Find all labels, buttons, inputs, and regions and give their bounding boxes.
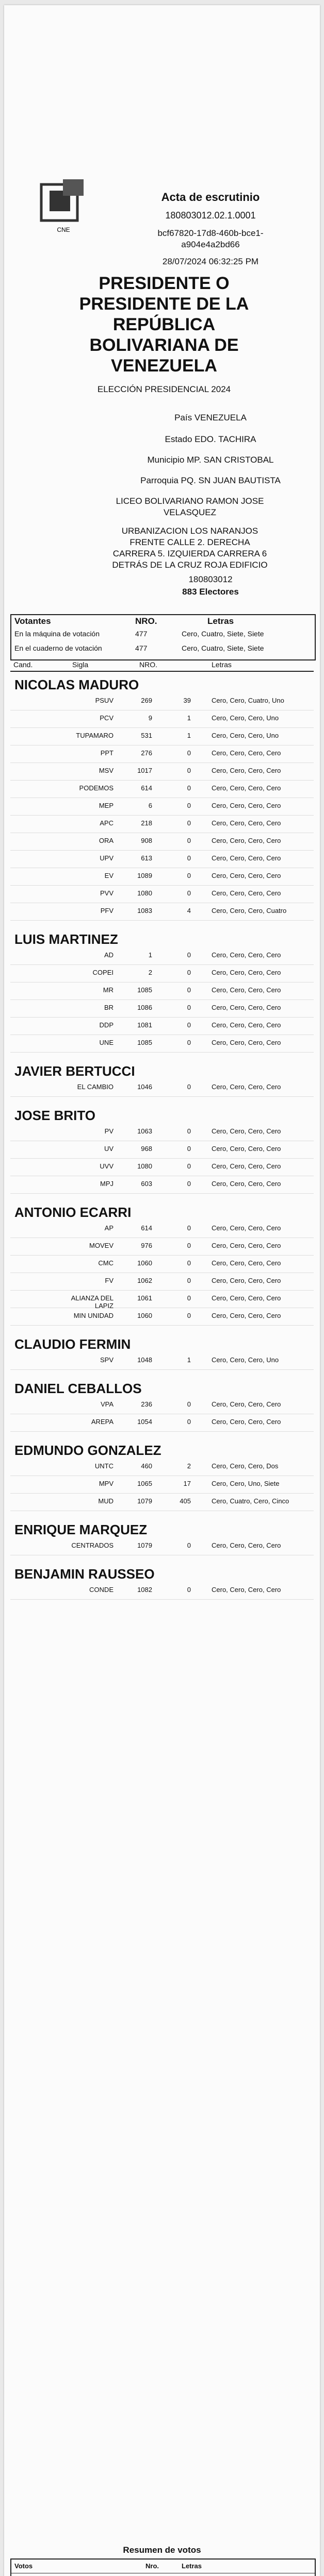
- party-number: 276: [141, 749, 152, 757]
- party-number: 460: [141, 1462, 152, 1470]
- party-letters: Cero, Cero, Cero, Cero: [212, 1277, 281, 1284]
- voters-row-letters: Cero, Cuatro, Siete, Siete: [182, 630, 264, 638]
- summary-label: Votos: [14, 2562, 33, 2570]
- center-line: LICEO BOLIVARIANO RAMON JOSE: [116, 496, 264, 506]
- party-number: 614: [141, 1224, 152, 1232]
- party-votes: 0: [187, 1400, 191, 1408]
- party-sigla: TUPAMARO: [76, 732, 114, 739]
- voting-center: [82, 496, 298, 518]
- party-row: [10, 1294, 314, 1308]
- party-sigla: PCV: [100, 714, 114, 722]
- party-sigla: UV: [104, 1145, 114, 1153]
- party-sigla: MR: [103, 986, 114, 994]
- party-votes: 0: [187, 1127, 191, 1135]
- candidate-name: DANIEL CEBALLOS: [14, 1381, 142, 1396]
- acta-hash: [133, 228, 288, 250]
- party-number: 1082: [137, 1586, 152, 1594]
- party-number: 1048: [137, 1356, 152, 1364]
- candidate-name: ENRIQUE MARQUEZ: [14, 1522, 148, 1537]
- acta-paper: [4, 5, 320, 2576]
- party-letters: Cero, Cero, Cero, Cero: [212, 802, 281, 809]
- party-number: 1079: [137, 1497, 152, 1505]
- title-line: PRESIDENTE O: [99, 274, 230, 293]
- party-row: [10, 1541, 314, 1555]
- party-letters: Cero, Cero, Cero, Cero: [212, 1039, 281, 1046]
- voters-row-letters: Cero, Cuatro, Siete, Siete: [182, 644, 264, 652]
- party-number: 269: [141, 697, 152, 704]
- party-votes: 0: [187, 951, 191, 959]
- party-letters: Cero, Cero, Cero, Cero: [212, 986, 281, 994]
- party-sigla: EL CAMBIO: [77, 1083, 114, 1091]
- party-votes: 1: [187, 714, 191, 722]
- acta-hash-line: bcf67820-17d8-460b-bce1-: [157, 228, 264, 238]
- party-row: [10, 1039, 314, 1053]
- party-row: [10, 749, 314, 763]
- party-row: [10, 837, 314, 851]
- party-votes: 0: [187, 1277, 191, 1284]
- parish: Parroquia PQ. SN JUAN BAUTISTA: [140, 476, 281, 485]
- party-sigla: EV: [104, 872, 114, 879]
- party-letters: Cero, Cero, Cero, Cero: [212, 819, 281, 827]
- party-row: [10, 1356, 314, 1370]
- party-sigla: UPV: [100, 854, 114, 862]
- party-number: 968: [141, 1145, 152, 1153]
- title-line: VENEZUELA: [111, 356, 217, 376]
- party-sigla: PODEMOS: [79, 784, 114, 792]
- party-sigla: PPT: [100, 749, 114, 757]
- party-votes: 0: [187, 1224, 191, 1232]
- party-sigla: MUD: [98, 1497, 114, 1505]
- party-number: 1060: [137, 1259, 152, 1267]
- party-sigla: PSUV: [95, 697, 114, 704]
- party-letters: Cero, Cero, Cero, Cero: [212, 854, 281, 862]
- party-row: [10, 1418, 314, 1432]
- voters-row-number: 477: [135, 644, 148, 652]
- party-sigla: CONDE: [89, 1586, 114, 1594]
- party-letters: Cero, Cero, Cero, Cero: [212, 1259, 281, 1267]
- acta-title: Acta de escrutinio: [161, 191, 260, 204]
- party-votes: 1: [187, 732, 191, 739]
- party-letters: Cero, Cero, Cero, Cero: [212, 1586, 281, 1594]
- party-letters: Cero, Cero, Cuatro, Uno: [212, 697, 284, 704]
- party-votes: 17: [183, 1480, 191, 1487]
- party-row: [10, 907, 314, 921]
- party-row: [10, 872, 314, 886]
- party-row: [10, 1127, 314, 1141]
- party-number: 1085: [137, 1039, 152, 1046]
- main-title: [25, 273, 303, 376]
- party-number: 1080: [137, 889, 152, 897]
- party-number: 9: [148, 714, 152, 722]
- party-row: [10, 854, 314, 868]
- svg-text:CNE: CNE: [57, 226, 70, 233]
- party-row: [10, 784, 314, 798]
- party-row: [10, 1021, 314, 1035]
- party-letters: Cero, Cero, Cero, Uno: [212, 732, 279, 739]
- party-number: 1086: [137, 1004, 152, 1011]
- address-line: URBANIZACION LOS NARANJOS: [121, 526, 258, 536]
- party-letters: Cero, Cero, Cero, Cero: [212, 1418, 281, 1426]
- party-votes: 0: [187, 1586, 191, 1594]
- candidate-name: CLAUDIO FERMIN: [14, 1336, 131, 1352]
- party-sigla: MPV: [99, 1480, 114, 1487]
- party-number: 614: [141, 784, 152, 792]
- party-votes: 0: [187, 1312, 191, 1319]
- summary-number: Nro.: [145, 2562, 159, 2570]
- col-sigla: Sigla: [72, 660, 89, 669]
- party-row: [10, 1083, 314, 1097]
- party-sigla: PVV: [100, 889, 114, 897]
- party-row: [10, 986, 314, 1000]
- cne-logo: [35, 175, 92, 237]
- party-letters: Cero, Cero, Cero, Cero: [212, 1021, 281, 1029]
- party-number: 1062: [137, 1277, 152, 1284]
- party-number: 1060: [137, 1312, 152, 1319]
- party-votes: 4: [187, 907, 191, 914]
- party-sigla: COPEI: [92, 969, 114, 976]
- party-sigla: AD: [104, 951, 114, 959]
- vote-columns-header: [10, 660, 314, 672]
- party-letters: Cero, Cero, Cero, Uno: [212, 1356, 279, 1364]
- party-number: 218: [141, 819, 152, 827]
- summary-row: [11, 2560, 315, 2573]
- municipality: Municipio MP. SAN CRISTOBAL: [147, 455, 274, 465]
- party-votes: 0: [187, 1004, 191, 1011]
- party-votes: 0: [187, 784, 191, 792]
- party-row: [10, 1224, 314, 1238]
- party-row: [10, 1242, 314, 1256]
- party-votes: 0: [187, 969, 191, 976]
- party-sigla: ALIANZA DEL LAPIZ: [71, 1294, 114, 1310]
- party-letters: Cero, Cero, Cero, Cero: [212, 784, 281, 792]
- party-number: 976: [141, 1242, 152, 1249]
- party-number: 1089: [137, 872, 152, 879]
- party-votes: 0: [187, 1418, 191, 1426]
- party-votes: 0: [187, 1162, 191, 1170]
- voters-row-label: En el cuaderno de votación: [14, 644, 102, 652]
- party-sigla: CMC: [98, 1259, 114, 1267]
- party-row: [10, 1497, 314, 1511]
- party-letters: Cero, Cero, Cero, Cero: [212, 1127, 281, 1135]
- party-row: [10, 1259, 314, 1273]
- country: País VENEZUELA: [174, 413, 247, 422]
- party-row: [10, 732, 314, 745]
- party-number: 603: [141, 1180, 152, 1188]
- col-cand: Cand.: [13, 660, 33, 669]
- voters-nro-header: NRO.: [135, 616, 157, 626]
- party-row: [10, 1400, 314, 1414]
- party-sigla: AP: [104, 1224, 114, 1232]
- party-letters: Cero, Cero, Cero, Cero: [212, 749, 281, 757]
- summary-letters: Letras: [182, 2562, 202, 2570]
- party-votes: 0: [187, 986, 191, 994]
- party-number: 1054: [137, 1418, 152, 1426]
- party-number: 613: [141, 854, 152, 862]
- party-number: 1080: [137, 1162, 152, 1170]
- acta-id: 180803012.02.1.0001: [165, 210, 256, 221]
- party-letters: Cero, Cero, Cero, Cero: [212, 1145, 281, 1153]
- party-row: [10, 767, 314, 781]
- party-sigla: MOVEV: [89, 1242, 114, 1249]
- party-votes: 0: [187, 837, 191, 844]
- voters-row-label: En la máquina de votación: [14, 630, 100, 638]
- party-letters: Cero, Cero, Cero, Cero: [212, 1083, 281, 1091]
- party-votes: 0: [187, 802, 191, 809]
- party-row: [10, 1586, 314, 1600]
- party-row: [10, 714, 314, 728]
- party-letters: Cero, Cero, Cero, Cero: [212, 1004, 281, 1011]
- party-votes: 0: [187, 1259, 191, 1267]
- party-letters: Cero, Cero, Cero, Cero: [212, 1242, 281, 1249]
- party-sigla: MEP: [99, 802, 114, 809]
- title-line: REPÚBLICA: [112, 315, 216, 334]
- party-votes: 2: [187, 1462, 191, 1470]
- party-row: [10, 1277, 314, 1291]
- party-votes: 0: [187, 1021, 191, 1029]
- party-number: 1061: [137, 1294, 152, 1302]
- party-sigla: FV: [105, 1277, 114, 1284]
- address-line: FRENTE CALLE 2. DERECHA: [129, 537, 250, 547]
- summary-row: [11, 2573, 315, 2576]
- party-letters: Cero, Cuatro, Cero, Cinco: [212, 1497, 289, 1505]
- col-letras: Letras: [212, 660, 232, 669]
- party-sigla: UNE: [99, 1039, 114, 1046]
- col-nro: NRO.: [139, 660, 157, 669]
- party-letters: Cero, Cero, Cero, Cero: [212, 1400, 281, 1408]
- party-row: [10, 802, 314, 816]
- party-row: [10, 889, 314, 903]
- title-line: PRESIDENTE DE LA: [79, 294, 249, 314]
- party-number: 1081: [137, 1021, 152, 1029]
- address-line: CARRERA 5. IZQUIERDA CARRERA 6: [112, 549, 267, 558]
- party-sigla: MSV: [99, 767, 114, 774]
- party-sigla: DDP: [99, 1021, 114, 1029]
- party-number: 531: [141, 732, 152, 739]
- party-votes: 0: [187, 1145, 191, 1153]
- party-votes: 1: [187, 1356, 191, 1364]
- acta-timestamp: 28/07/2024 06:32:25 PM: [162, 257, 259, 266]
- party-letters: Cero, Cero, Cero, Cero: [212, 1180, 281, 1188]
- party-sigla: MIN UNIDAD: [73, 1312, 114, 1319]
- party-row: [10, 1180, 314, 1194]
- party-sigla: UVV: [100, 1162, 114, 1170]
- party-letters: Cero, Cero, Cero, Uno: [212, 714, 279, 722]
- party-number: 908: [141, 837, 152, 844]
- party-letters: Cero, Cero, Cero, Cero: [212, 969, 281, 976]
- party-number: 236: [141, 1400, 152, 1408]
- party-sigla: UNTC: [94, 1462, 114, 1470]
- party-letters: Cero, Cero, Cero, Cero: [212, 1541, 281, 1549]
- party-votes: 0: [187, 1242, 191, 1249]
- candidate-name: LUIS MARTINEZ: [14, 931, 118, 947]
- party-votes: 39: [183, 697, 191, 704]
- party-votes: 0: [187, 1083, 191, 1091]
- party-number: 1: [148, 951, 152, 959]
- party-sigla: BR: [104, 1004, 114, 1011]
- party-row: [10, 1004, 314, 1018]
- party-letters: Cero, Cero, Cero, Cero: [212, 837, 281, 844]
- party-letters: Cero, Cero, Cero, Cero: [212, 1224, 281, 1232]
- party-letters: Cero, Cero, Cero, Dos: [212, 1462, 279, 1470]
- party-number: 1017: [137, 767, 152, 774]
- center-code: 180803012: [188, 574, 233, 584]
- party-sigla: CENTRADOS: [71, 1541, 114, 1549]
- party-row: [10, 1462, 314, 1476]
- party-sigla: PFV: [100, 907, 114, 914]
- candidate-name: ANTONIO ECARRI: [14, 1205, 132, 1220]
- party-votes: 0: [187, 1541, 191, 1549]
- party-votes: 0: [187, 1180, 191, 1188]
- party-row: [10, 969, 314, 982]
- voters-row-number: 477: [135, 630, 148, 638]
- voters-letters-header: Letras: [207, 616, 234, 626]
- voters-header: Votantes: [14, 616, 51, 626]
- election-name: ELECCIÓN PRESIDENCIAL 2024: [97, 384, 231, 394]
- party-votes: 0: [187, 749, 191, 757]
- voters-table: [10, 614, 316, 660]
- party-votes: 0: [187, 1294, 191, 1302]
- party-sigla: ORA: [99, 837, 114, 844]
- acta-hash-line: a904e4a2bd66: [181, 240, 240, 249]
- party-sigla: VPA: [100, 1400, 114, 1408]
- party-votes: 0: [187, 872, 191, 879]
- candidate-name: JAVIER BERTUCCI: [14, 1063, 135, 1079]
- party-sigla: SPV: [100, 1356, 114, 1364]
- party-number: 1085: [137, 986, 152, 994]
- summary-title: Resumen de votos: [123, 2545, 201, 2555]
- party-votes: 0: [187, 819, 191, 827]
- state: Estado EDO. TACHIRA: [165, 434, 256, 444]
- party-letters: Cero, Cero, Cero, Cero: [212, 1312, 281, 1319]
- party-letters: Cero, Cero, Uno, Siete: [212, 1480, 280, 1487]
- party-row: [10, 697, 314, 710]
- center-line: VELASQUEZ: [163, 507, 217, 517]
- party-row: [10, 1145, 314, 1159]
- candidate-name: JOSE BRITO: [14, 1108, 96, 1123]
- title-line: BOLIVARIANA DE: [89, 335, 239, 355]
- party-row: [10, 819, 314, 833]
- party-letters: Cero, Cero, Cero, Cero: [212, 1294, 281, 1302]
- party-votes: 405: [180, 1497, 191, 1505]
- address-line: DETRÁS DE LA CRUZ ROJA EDIFICIO: [112, 560, 268, 570]
- candidate-name: NICOLAS MADURO: [14, 677, 139, 692]
- party-letters: Cero, Cero, Cero, Cero: [212, 951, 281, 959]
- party-row: [10, 1480, 314, 1494]
- party-number: 1083: [137, 907, 152, 914]
- party-sigla: PV: [104, 1127, 114, 1135]
- party-number: 6: [148, 802, 152, 809]
- party-votes: 0: [187, 1039, 191, 1046]
- party-row: [10, 951, 314, 965]
- party-row: [10, 1162, 314, 1176]
- party-letters: Cero, Cero, Cero, Cero: [212, 872, 281, 879]
- party-number: 1079: [137, 1541, 152, 1549]
- party-votes: 0: [187, 767, 191, 774]
- party-letters: Cero, Cero, Cero, Cero: [212, 889, 281, 897]
- candidate-name: EDMUNDO GONZALEZ: [14, 1443, 161, 1458]
- party-row: [10, 1312, 314, 1326]
- party-sigla: APC: [100, 819, 114, 827]
- party-letters: Cero, Cero, Cero, Cero: [212, 767, 281, 774]
- candidate-name: BENJAMIN RAUSSEO: [14, 1566, 155, 1582]
- summary-table: [10, 2558, 316, 2576]
- party-votes: 0: [187, 889, 191, 897]
- party-sigla: AREPA: [91, 1418, 114, 1426]
- electors-count: 883 Electores: [182, 587, 239, 597]
- party-letters: Cero, Cero, Cero, Cuatro: [212, 907, 287, 914]
- party-number: 2: [148, 969, 152, 976]
- party-votes: 0: [187, 854, 191, 862]
- party-number: 1065: [137, 1480, 152, 1487]
- party-sigla: MPJ: [100, 1180, 114, 1188]
- party-number: 1063: [137, 1127, 152, 1135]
- party-number: 1046: [137, 1083, 152, 1091]
- party-letters: Cero, Cero, Cero, Cero: [212, 1162, 281, 1170]
- address: [82, 526, 298, 571]
